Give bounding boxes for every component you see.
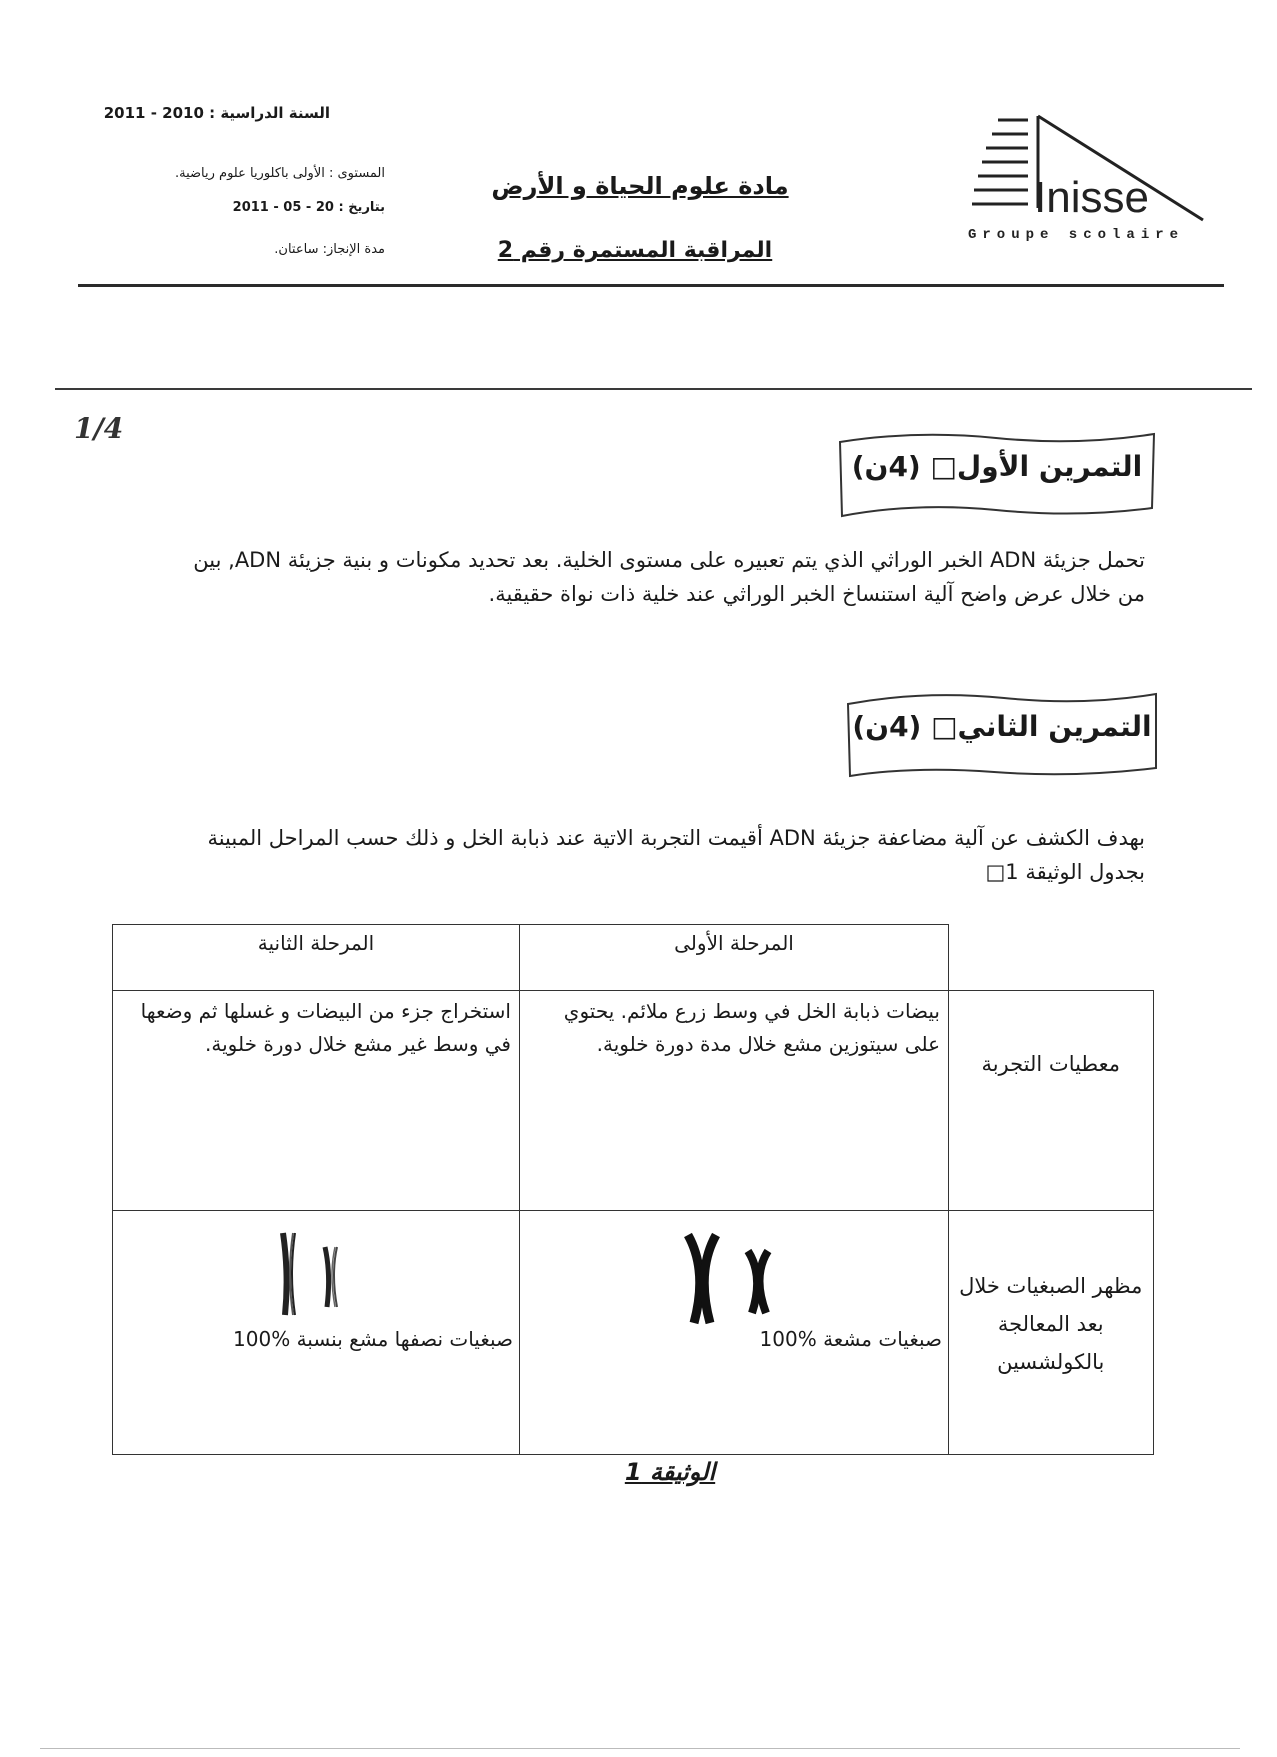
exercise2-text: بهدف الكشف عن آلية مضاعفة جزيئة ADN أقيمت التجربة الاتية عند ذبابة الخل و ذلك حسب المراحل المبينة بجدول الوثيقة 1□ <box>207 826 1145 884</box>
exercise2-banner <box>844 686 1160 782</box>
logo-name: Inisse <box>1034 173 1149 222</box>
exam-title: المراقبة المستمرة رقم 2 <box>497 238 773 263</box>
page-number: 1/4 <box>74 412 124 445</box>
level-line: المستوى : الأولى باكلوريا علوم رياضية. <box>174 166 385 181</box>
first-stage-chromosomes: صبغيات مشعة %100 <box>520 1211 949 1455</box>
row-label-experiment-data: معطيات التجربة <box>949 991 1154 1211</box>
duration-line: مدة الإنجاز: ساعتان. <box>274 242 385 257</box>
second-stage-chromosomes: صبغيات نصفها مشع بنسبة %100 <box>113 1211 520 1455</box>
second-stage-data: استخراج جزء من البيضات و غسلها ثم وضعها في وسط غير مشع خلال دورة خلوية. <box>113 991 520 1211</box>
exercise1-title: التمرين الأول□ (4ن) <box>851 450 1143 483</box>
header-rule <box>78 284 1224 287</box>
page-bottom-line <box>40 1748 1240 1749</box>
exercise2-title: التمرين الثاني□ (4ن) <box>852 710 1152 743</box>
logo-graphic <box>968 108 1208 243</box>
first-stage-data: بيضات ذبابة الخل في وسط زرع ملائم. يحتوي على سيتوزين مشع خلال مدة دورة خلوية. <box>520 991 949 1211</box>
date-line: بتاريخ : 20 - 05 - 2011 <box>232 200 385 215</box>
school-year: السنة الدراسية : 2010 - 2011 <box>103 104 330 122</box>
header-empty <box>949 925 1154 991</box>
document-caption: الوثيقة 1 <box>624 1458 716 1486</box>
exercise1-banner <box>836 428 1158 520</box>
logo-tagline: Groupe scolaire <box>968 227 1185 243</box>
labeled-chromosomes-icon <box>680 1231 780 1331</box>
section-rule <box>55 388 1252 390</box>
exercise1-text: تحمل جزيئة ADN الخبر الوراثي الذي يتم تعبيره على مستوى الخلية. بعد تحديد مكونات و بنية جزيئة ADN, بين من خلال عرض واضح آلية استنساخ الخبر الوراثي عند خلية ذات نواة حقيقية. <box>193 548 1145 606</box>
header-first-stage: المرحلة الأولى <box>520 925 949 991</box>
school-logo <box>968 108 1208 243</box>
header-second-stage: المرحلة الثانية <box>113 925 520 991</box>
row-label-chromosome-appearance: مظهر الصبغيات خلال بعد المعالجة بالكولشسين <box>949 1211 1154 1455</box>
document1-table <box>112 924 1154 1455</box>
subject-title: مادة علوم الحياة و الأرض <box>491 172 789 200</box>
half-labeled-chromosomes-icon <box>273 1229 353 1319</box>
